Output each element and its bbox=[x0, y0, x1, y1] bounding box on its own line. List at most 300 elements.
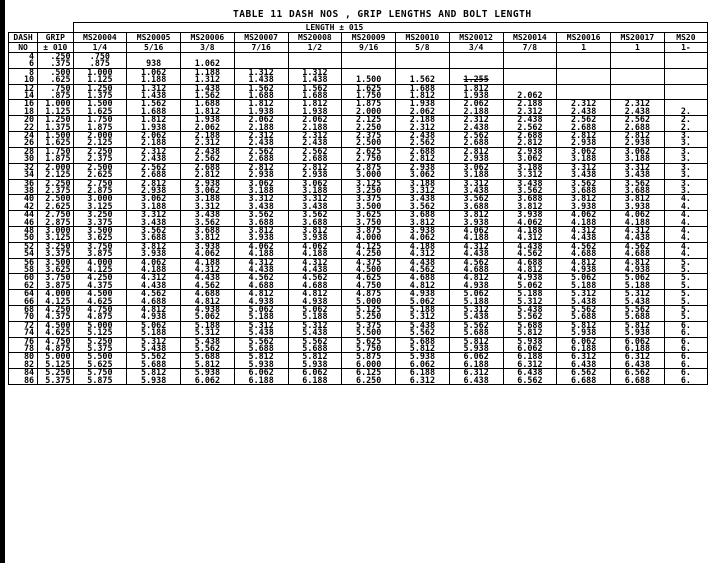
length-cell: 2.438 bbox=[127, 155, 181, 163]
length-cell bbox=[664, 92, 707, 100]
length-cell: 3.438 bbox=[127, 219, 181, 227]
length-cell: 4.188 bbox=[181, 258, 235, 266]
length-cell: 3.000 bbox=[342, 171, 396, 179]
length-cell: 2.438 bbox=[611, 108, 665, 116]
grip-cell: 1.875 bbox=[38, 155, 73, 163]
length-cell: 2.688 bbox=[611, 124, 665, 132]
ms-header: MS20009 bbox=[342, 33, 396, 43]
length-cell: 1.812 bbox=[449, 84, 503, 92]
length-cell: 2.438 bbox=[449, 124, 503, 132]
length-cell: 5.312 bbox=[396, 313, 450, 321]
ms-header: MS20010 bbox=[396, 33, 450, 43]
length-cell: 3.438 bbox=[396, 195, 450, 203]
dash-number-cell: 62 bbox=[9, 282, 38, 290]
length-cell: 1.688 bbox=[181, 100, 235, 108]
length-cell: 4.688 bbox=[557, 250, 611, 258]
length-cell: 4.812 bbox=[396, 282, 450, 290]
length-cell: 3.375 bbox=[342, 195, 396, 203]
length-cell: 2.312 bbox=[449, 116, 503, 124]
size-header: 9/16 bbox=[342, 43, 396, 53]
length-cell: 3.188 bbox=[234, 187, 288, 195]
length-cell: 3.750 bbox=[342, 219, 396, 227]
length-cell: 6.250 bbox=[342, 377, 396, 385]
dash-header: DASH bbox=[9, 33, 38, 43]
length-cell: 6.312 bbox=[503, 361, 557, 369]
length-cell: 2.750 bbox=[73, 179, 127, 187]
dash-number-cell: 18 bbox=[9, 108, 38, 116]
length-cell: 5.188 bbox=[181, 321, 235, 329]
length-cell: 3.938 bbox=[181, 242, 235, 250]
length-cell: 5.062 bbox=[611, 274, 665, 282]
length-cell: 2.188 bbox=[288, 124, 342, 132]
length-cell: 5.438 bbox=[449, 313, 503, 321]
length-cell: 4. bbox=[664, 250, 707, 258]
dash-number-cell: 78 bbox=[9, 345, 38, 353]
length-cell: 3.250 bbox=[342, 187, 396, 195]
length-cell: 5.188 bbox=[449, 298, 503, 306]
length-cell: 3.562 bbox=[234, 211, 288, 219]
grip-cell: .500 bbox=[38, 68, 73, 76]
length-cell: 1.312 bbox=[181, 76, 235, 84]
length-cell: 2.188 bbox=[234, 124, 288, 132]
length-cell: 5.188 bbox=[503, 290, 557, 298]
length-cell bbox=[557, 68, 611, 76]
table-header bbox=[9, 23, 708, 53]
length-cell bbox=[664, 76, 707, 84]
length-cell: 4.312 bbox=[503, 234, 557, 242]
length-cell: 4.000 bbox=[342, 234, 396, 242]
length-cell: 3.688 bbox=[503, 195, 557, 203]
length-cell: 3.938 bbox=[611, 203, 665, 211]
length-cell: 2.125 bbox=[73, 139, 127, 147]
length-cell: 1.812 bbox=[396, 92, 450, 100]
length-cell: 5.812 bbox=[127, 369, 181, 377]
length-cell: 5.812 bbox=[234, 353, 288, 361]
length-cell: 5. bbox=[664, 274, 707, 282]
length-cell: 4.312 bbox=[127, 274, 181, 282]
length-cell: 4.938 bbox=[503, 274, 557, 282]
length-cell: 5.938 bbox=[611, 329, 665, 337]
dash-subheader: NO bbox=[9, 43, 38, 53]
length-cell: 1.250 bbox=[73, 84, 127, 92]
length-cell: 4.312 bbox=[557, 226, 611, 234]
length-cell: 5.062 bbox=[234, 306, 288, 314]
grip-subheader: ± 010 bbox=[38, 43, 73, 53]
grip-cell: .875 bbox=[38, 92, 73, 100]
grip-cell: 3.875 bbox=[38, 282, 73, 290]
length-cell: 3.062 bbox=[611, 147, 665, 155]
length-cell: 3.438 bbox=[234, 203, 288, 211]
length-cell: 4.938 bbox=[557, 266, 611, 274]
length-cell: 2.188 bbox=[449, 108, 503, 116]
length-cell: 2.812 bbox=[449, 147, 503, 155]
length-cell: 2.875 bbox=[73, 187, 127, 195]
length-cell: 6.438 bbox=[557, 361, 611, 369]
length-cell: 1.562 bbox=[288, 84, 342, 92]
length-cell: 2.312 bbox=[288, 132, 342, 140]
length-cell: 6.062 bbox=[449, 353, 503, 361]
length-cell: 3. bbox=[664, 147, 707, 155]
length-cell: 2.062 bbox=[288, 116, 342, 124]
length-cell: 1.312 bbox=[288, 68, 342, 76]
length-cell: 4.062 bbox=[288, 242, 342, 250]
length-cell: 4.438 bbox=[396, 258, 450, 266]
grip-cell: 3.125 bbox=[38, 234, 73, 242]
length-cell: 3.938 bbox=[396, 226, 450, 234]
dash-number-cell: 64 bbox=[9, 290, 38, 298]
length-cell: 2.812 bbox=[234, 163, 288, 171]
dash-number-cell: 44 bbox=[9, 211, 38, 219]
length-cell: 3.312 bbox=[557, 163, 611, 171]
length-cell: 4.438 bbox=[288, 266, 342, 274]
length-cell: 5.938 bbox=[181, 369, 235, 377]
grip-cell: 4.875 bbox=[38, 345, 73, 353]
length-cell: 4.688 bbox=[127, 298, 181, 306]
length-cell: 3.312 bbox=[181, 203, 235, 211]
length-cell: 4.312 bbox=[181, 266, 235, 274]
dash-number-cell: 46 bbox=[9, 219, 38, 227]
length-cell: 5.312 bbox=[288, 321, 342, 329]
length-cell: 5.938 bbox=[449, 345, 503, 353]
length-cell: 1.062 bbox=[181, 60, 235, 68]
length-cell: 3.500 bbox=[342, 203, 396, 211]
length-cell: 4.562 bbox=[127, 290, 181, 298]
length-cell: 5.812 bbox=[449, 337, 503, 345]
header-row-length bbox=[9, 23, 708, 33]
length-cell: 5.688 bbox=[396, 337, 450, 345]
length-cell: 4.375 bbox=[342, 258, 396, 266]
length-cell: 6.188 bbox=[288, 377, 342, 385]
length-cell: 5.062 bbox=[503, 282, 557, 290]
length-cell: 2. bbox=[664, 108, 707, 116]
length-cell bbox=[234, 53, 288, 61]
length-cell: 1.438 bbox=[234, 76, 288, 84]
length-cell: 1.812 bbox=[288, 100, 342, 108]
length-cell: 1.812 bbox=[127, 116, 181, 124]
length-cell: 6.312 bbox=[557, 353, 611, 361]
length-cell: 3.688 bbox=[557, 187, 611, 195]
dash-number-cell: 66 bbox=[9, 298, 38, 306]
length-cell: 3.188 bbox=[449, 171, 503, 179]
length-cell: 5.188 bbox=[127, 329, 181, 337]
dash-number-cell: 54 bbox=[9, 250, 38, 258]
length-cell: 4.438 bbox=[234, 266, 288, 274]
length-cell: 5.688 bbox=[127, 361, 181, 369]
length-cell: 3.875 bbox=[342, 226, 396, 234]
length-cell: 3.750 bbox=[73, 242, 127, 250]
dash-number-cell: 58 bbox=[9, 266, 38, 274]
length-cell: 1.438 bbox=[127, 92, 181, 100]
ms-header: MS20005 bbox=[127, 33, 181, 43]
length-cell: 3.188 bbox=[127, 203, 181, 211]
length-cell: 5.250 bbox=[73, 337, 127, 345]
length-cell: 2.562 bbox=[449, 132, 503, 140]
dash-number-cell: 30 bbox=[9, 155, 38, 163]
length-cell: 3.188 bbox=[288, 187, 342, 195]
length-cell: 6.188 bbox=[449, 361, 503, 369]
length-cell: 6. bbox=[664, 329, 707, 337]
dash-number-cell: 26 bbox=[9, 139, 38, 147]
length-cell: 4.938 bbox=[234, 298, 288, 306]
length-cell: 2.312 bbox=[503, 108, 557, 116]
length-cell: 3.812 bbox=[557, 195, 611, 203]
size-header: 7/8 bbox=[503, 43, 557, 53]
length-cell: 5. bbox=[664, 306, 707, 314]
length-cell: 3.062 bbox=[234, 179, 288, 187]
length-cell: 1.812 bbox=[181, 108, 235, 116]
length-cell: 1.625 bbox=[73, 108, 127, 116]
length-cell: 2.938 bbox=[234, 171, 288, 179]
size-header: 3/4 bbox=[449, 43, 503, 53]
grip-cell: 3.000 bbox=[38, 226, 73, 234]
length-cell: 4.500 bbox=[342, 266, 396, 274]
length-cell: 4.438 bbox=[557, 234, 611, 242]
length-cell: 1.438 bbox=[181, 84, 235, 92]
length-cell: 2.125 bbox=[342, 116, 396, 124]
length-cell: 1.438 bbox=[288, 76, 342, 84]
length-cell: 3.000 bbox=[73, 195, 127, 203]
length-cell: 2.688 bbox=[503, 132, 557, 140]
length-cell: 4.688 bbox=[449, 266, 503, 274]
grip-cell: 1.500 bbox=[38, 132, 73, 140]
length-cell: 5.062 bbox=[181, 313, 235, 321]
dash-number-cell: 6 bbox=[9, 60, 38, 68]
table-row bbox=[9, 60, 708, 68]
length-cell bbox=[664, 53, 707, 61]
length-cell: 3.312 bbox=[288, 195, 342, 203]
dash-number-cell: 4 bbox=[9, 53, 38, 61]
header-spacer bbox=[9, 23, 74, 33]
dash-number-cell: 86 bbox=[9, 377, 38, 385]
length-cell: 5.375 bbox=[342, 321, 396, 329]
length-cell: 2.688 bbox=[234, 155, 288, 163]
grip-cell: 3.250 bbox=[38, 242, 73, 250]
length-cell: 5.875 bbox=[342, 353, 396, 361]
length-cell: 3.688 bbox=[449, 203, 503, 211]
length-cell: 2.625 bbox=[342, 147, 396, 155]
length-cell: 2.312 bbox=[396, 124, 450, 132]
length-cell: 2.812 bbox=[503, 139, 557, 147]
dash-number-cell: 32 bbox=[9, 163, 38, 171]
length-cell: 3.562 bbox=[127, 226, 181, 234]
length-cell: 2.188 bbox=[503, 100, 557, 108]
dash-number-cell: 28 bbox=[9, 147, 38, 155]
length-cell: 6.312 bbox=[611, 353, 665, 361]
length-cell: 4.688 bbox=[611, 250, 665, 258]
length-cell: 2.438 bbox=[181, 147, 235, 155]
length-cell: 4.688 bbox=[288, 282, 342, 290]
size-header: 1/4 bbox=[73, 43, 127, 53]
length-cell: 4.438 bbox=[503, 242, 557, 250]
length-cell: 5.625 bbox=[73, 361, 127, 369]
length-cell: 3.438 bbox=[557, 171, 611, 179]
length-cell: 2.562 bbox=[557, 116, 611, 124]
length-cell: 1.750 bbox=[342, 92, 396, 100]
ms-header: MS20004 bbox=[73, 33, 127, 43]
length-cell bbox=[449, 53, 503, 61]
length-cell: 3. bbox=[664, 132, 707, 140]
length-cell bbox=[342, 53, 396, 61]
length-cell: 5.562 bbox=[127, 353, 181, 361]
length-cell: 5.188 bbox=[611, 282, 665, 290]
length-cell: 3. bbox=[664, 155, 707, 163]
length-cell: 4.875 bbox=[342, 290, 396, 298]
length-cell: 5.562 bbox=[449, 321, 503, 329]
length-cell: 2.812 bbox=[181, 171, 235, 179]
length-cell: 3.062 bbox=[557, 147, 611, 155]
length-cell: .875 bbox=[73, 60, 127, 68]
length-cell: 4.375 bbox=[73, 282, 127, 290]
length-cell bbox=[396, 53, 450, 61]
length-cell: 5.500 bbox=[73, 353, 127, 361]
table-row bbox=[9, 53, 708, 61]
length-cell: 5.938 bbox=[503, 337, 557, 345]
dash-number-cell: 48 bbox=[9, 226, 38, 234]
length-cell: 2.500 bbox=[73, 163, 127, 171]
length-cell: 1.938 bbox=[234, 108, 288, 116]
length-cell: 6.125 bbox=[342, 369, 396, 377]
length-cell: 4.562 bbox=[234, 274, 288, 282]
length-cell: 5.688 bbox=[611, 313, 665, 321]
length-cell: 5.438 bbox=[557, 298, 611, 306]
length-cell: 3.438 bbox=[611, 171, 665, 179]
length-cell: 3.188 bbox=[557, 155, 611, 163]
length-cell: 1.312 bbox=[127, 84, 181, 92]
length-cell: 3. bbox=[664, 171, 707, 179]
length-cell: 1.688 bbox=[288, 92, 342, 100]
length-cell: 4.938 bbox=[288, 298, 342, 306]
length-cell: 5.438 bbox=[396, 321, 450, 329]
length-cell: 3.688 bbox=[181, 226, 235, 234]
grip-cell: 2.000 bbox=[38, 163, 73, 171]
dash-number-cell: 76 bbox=[9, 337, 38, 345]
grip-cell: 4.625 bbox=[38, 329, 73, 337]
grip-cell: 3.375 bbox=[38, 250, 73, 258]
grip-cell: 1.125 bbox=[38, 108, 73, 116]
length-cell: 4.562 bbox=[449, 258, 503, 266]
length-cell: 4.938 bbox=[611, 266, 665, 274]
length-cell: 2.312 bbox=[234, 132, 288, 140]
length-cell: 4.812 bbox=[503, 266, 557, 274]
dash-number-cell: 84 bbox=[9, 369, 38, 377]
length-cell: 3.312 bbox=[396, 187, 450, 195]
table-body bbox=[9, 53, 708, 385]
length-cell: 5. bbox=[664, 290, 707, 298]
length-cell: 3.312 bbox=[234, 195, 288, 203]
length-cell bbox=[664, 60, 707, 68]
length-cell bbox=[396, 60, 450, 68]
length-cell: 6.188 bbox=[503, 353, 557, 361]
length-cell: 3.688 bbox=[288, 219, 342, 227]
length-cell: 1.500 bbox=[73, 100, 127, 108]
length-cell: 6.062 bbox=[503, 345, 557, 353]
grip-cell: 3.500 bbox=[38, 258, 73, 266]
length-cell: 4.938 bbox=[449, 282, 503, 290]
length-cell: 4.688 bbox=[181, 290, 235, 298]
length-cell: 5.312 bbox=[449, 306, 503, 314]
length-cell: 3.500 bbox=[73, 226, 127, 234]
size-header: 3/8 bbox=[181, 43, 235, 53]
length-cell: .750 bbox=[73, 53, 127, 61]
size-header: 5/16 bbox=[127, 43, 181, 53]
length-cell: 6.562 bbox=[503, 377, 557, 385]
length-cell: 3.062 bbox=[503, 155, 557, 163]
length-cell: 5.562 bbox=[234, 337, 288, 345]
length-cell: 6. bbox=[664, 361, 707, 369]
length-cell: 5.438 bbox=[611, 298, 665, 306]
grip-cell: 1.375 bbox=[38, 124, 73, 132]
length-cell: 3.562 bbox=[611, 179, 665, 187]
length-cell: 5. bbox=[664, 282, 707, 290]
length-cell: 3.312 bbox=[449, 179, 503, 187]
length-cell: 2.312 bbox=[181, 139, 235, 147]
grip-cell: 1.250 bbox=[38, 116, 73, 124]
dash-number-cell: 38 bbox=[9, 187, 38, 195]
length-cell: 6. bbox=[664, 369, 707, 377]
header-row-ms bbox=[9, 33, 708, 43]
length-cell: 1.312 bbox=[234, 68, 288, 76]
length-cell: 1.562 bbox=[234, 84, 288, 92]
length-cell: 5. bbox=[664, 298, 707, 306]
length-cell: 2.562 bbox=[234, 147, 288, 155]
length-cell: 4.250 bbox=[342, 250, 396, 258]
length-cell: 3.375 bbox=[73, 219, 127, 227]
length-cell: 3.562 bbox=[557, 179, 611, 187]
length-cell: 2.375 bbox=[73, 155, 127, 163]
length-cell: 1.625 bbox=[342, 84, 396, 92]
length-cell bbox=[503, 53, 557, 61]
length-cell: 4.312 bbox=[396, 250, 450, 258]
length-cell: 1.938 bbox=[396, 100, 450, 108]
length-cell: 2.000 bbox=[73, 132, 127, 140]
length-cell: 3.938 bbox=[449, 219, 503, 227]
size-header: 1/2 bbox=[288, 43, 342, 53]
length-cell: 6. bbox=[664, 345, 707, 353]
length-cell: 3. bbox=[664, 187, 707, 195]
length-cell: 4.000 bbox=[73, 258, 127, 266]
length-cell: 5.312 bbox=[557, 290, 611, 298]
length-cell: 4.562 bbox=[557, 242, 611, 250]
length-cell bbox=[611, 68, 665, 76]
length-cell: 4.562 bbox=[503, 250, 557, 258]
length-cell: 4.188 bbox=[611, 219, 665, 227]
length-cell: 4.562 bbox=[288, 274, 342, 282]
length-cell: 5.938 bbox=[557, 329, 611, 337]
length-cell: 1.938 bbox=[181, 116, 235, 124]
length-cell: 4.562 bbox=[611, 242, 665, 250]
length-cell: 3.312 bbox=[127, 211, 181, 219]
grip-cell: 4.000 bbox=[38, 290, 73, 298]
length-cell: 1.000 bbox=[73, 68, 127, 76]
length-cell: 2.750 bbox=[342, 155, 396, 163]
length-cell: 4.188 bbox=[288, 250, 342, 258]
length-cell: 2.188 bbox=[127, 139, 181, 147]
length-cell: 3.562 bbox=[503, 187, 557, 195]
dash-number-cell: 24 bbox=[9, 132, 38, 140]
length-cell: 6.688 bbox=[557, 377, 611, 385]
length-cell: 6.000 bbox=[342, 361, 396, 369]
length-cell: 2.312 bbox=[557, 100, 611, 108]
length-cell: 5.312 bbox=[611, 290, 665, 298]
grip-cell: 4.500 bbox=[38, 321, 73, 329]
length-cell bbox=[288, 53, 342, 61]
table-row bbox=[9, 377, 708, 385]
grip-cell: 1.000 bbox=[38, 100, 73, 108]
grip-cell: 4.375 bbox=[38, 313, 73, 321]
length-cell: 3.062 bbox=[181, 187, 235, 195]
length-cell: 4.438 bbox=[611, 234, 665, 242]
length-cell: 4.562 bbox=[181, 282, 235, 290]
